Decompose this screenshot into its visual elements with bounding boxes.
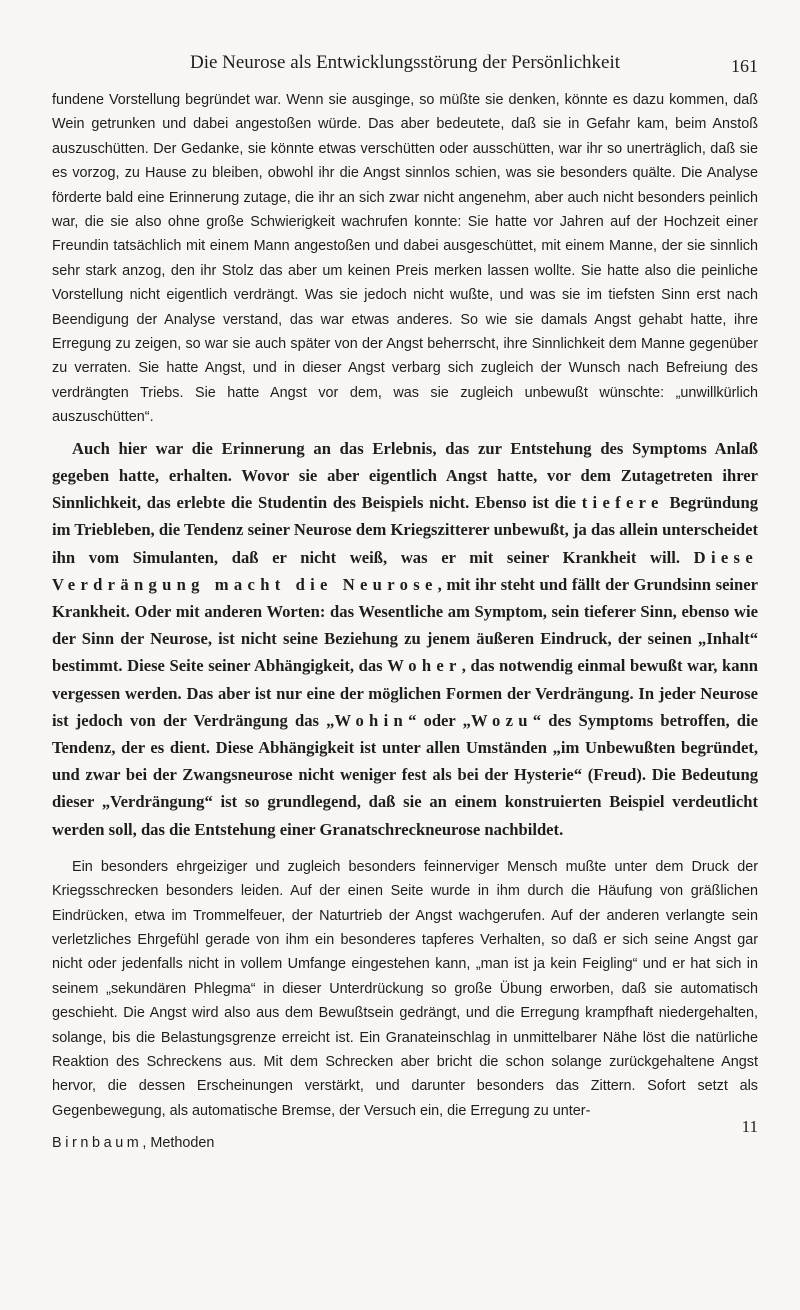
paragraph-2-text-2: Begründung im Triebleben, die Tendenz seiner Neurose dem Kriegszitterer unbewußt, ja das allein unterscheidet ihn vom Simulanten, daß er nicht weiß, was er mit seiner Krankheit will.: [52, 493, 758, 567]
running-title: Die Neurose als Entwicklungsstörung der Persönlichkeit: [189, 52, 621, 73]
emphasis-wozu: Wozu: [470, 710, 533, 730]
paragraph-2-text-1: Auch hier war die Erinnerung an das Erlebnis, das zur Entstehung des Symptoms Anlaß gegeben hatte, erhalten. Wovor sie aber eigentlich Angst hatte, vor dem Zutagetreten ihrer Sinnlichkeit, das erlebte die Studentin des Beispiels nicht. Ebenso ist die: [52, 438, 758, 513]
author-name: Birnbaum: [52, 1135, 143, 1152]
paragraph-1: fundene Vorstellung begründet war. Wenn sie ausginge, so müßte sie denken, könnte es dazu kommen, daß Wein getrunken und dabei angestoßen würde. Das aber bedeutete, daß sie in Gefahr kam, beim Anstoß auszuschütten. Der Gedanke, sie könnte etwas verschütten oder ausschütten, war ihr so unerträglich, daß sie es vorzog, zu Hause zu bleiben, obwohl ihr die Angst sinnlos schien, was sie besonders quälte. Die Analyse förderte bald eine Erinnerung zutage, die ihr an sich zwar nicht angenehm, aber auch nicht besonders peinlich war, die sie also ohne große Schwierigkeit wachrufen konnte: Sie hatte vor Jahren auf der Hochzeit einer Freundin tatsächlich mit einem Mann angestoßen und dabei ausgeschüttet, mit einem Manne, der sie sinnlich sehr stark anzog, den ihr Stolz das aber um keinen Preis merken lassen wollte. Sie hatte also die peinliche Vorstellung nicht eigentlich verdrängt. Was sie jedoch nicht wußte, und was sie im tiefsten Sinn erst nach Beendigung der Analyse verstand, das war etwas anderes. So wie sie damals Angst gehabt hatte, ihre Erregung zu zeigen, so war sie auch später von der Angst beherrscht, ihre Sinnlichkeit dem Manne gegenüber zu verraten. Sie hatte Angst, und in dieser Angst verbarg sich zugleich der Wunsch nach Befreiung des verdrängten Triebs. Sie hatte Angst vor dem, was sie zugleich unbewußt wünschte: „unwillkürlich auszuschütten“.: [52, 92, 758, 426]
paragraph-2-text-4: , das notwendig einmal bewußt war, kann vergessen werden. Das aber ist nur eine der möglichen Formen der Verdrängung. In jeder Neurose ist jedoch von der Verdrängung das „: [52, 656, 758, 730]
document-page: [52, 48, 758, 1153]
emphasis-tiefere: tiefere: [581, 493, 664, 513]
signature-mark: 11: [741, 1117, 758, 1137]
emphasis-verdraengung: Diese Verdrängung macht die Neurose: [52, 547, 758, 594]
emphasis-woher: Woher: [387, 656, 462, 676]
page-number: 161: [731, 56, 758, 76]
paragraph-2: [52, 435, 758, 843]
paragraph-3: Ein besonders ehrgeiziger und zugleich besonders feinnerviger Mensch mußte unter dem Druck der Kriegsschrecken besonders leiden. Auf der einen Seite wurde in ihm durch die Häufung von gräßlichen Eindrücken, etwa im Trommelfeuer, der Naturtrieb der Angst wachgerufen. Auf der anderen verlangte sein verletzliches Ehrgefühl gerade von ihm ein besonderes tapferes Verhalten, so daß er sich seine Angst gar nicht oder jedenfalls nicht in vollem Umfange eingestehen kann, „man ist ja kein Feigling“ und er hat sich in seinem „sekundären Phlegma“ in dieser Unterdrückung so große Übung erworben, daß sie automatisch geschieht. Die Angst wird also aus dem Bewußtsein gedrängt, und die Erregung krampfhaft niedergehalten, solange, bis die Belastungsgrenze erreicht ist. Ein Granateinschlag in unmittelbarer Nähe löst die natürliche Reaktion des Schreckens aus. Mit dem Schrecken aber bricht die schon solange zurückgehaltene Angst hervor, die dessen Erscheinungen verstärkt, und darunter besonders das Zittern. Sofort setzt als Gegenbewegung, als automatische Bremse, der Versuch ein, die Erregung zu unter-: [52, 858, 758, 1119]
emphasis-wohin: Wohin: [334, 710, 409, 730]
footer: [52, 1117, 758, 1153]
paragraph-2-text-3: , mit ihr steht und fällt der Grundsinn seiner Krankheit. Oder mit anderen Worten: das Wesentliche am Symptom, sein tieferer Sinn, ebenso wie der Sinn der Neurose, ist nicht seine Beziehung zu jenem äußeren Eindruck, der seinen „Inhalt“ bestimmt. Diese Seite seiner Abhängigkeit, das: [52, 574, 758, 676]
book-title: , Methoden: [142, 1135, 215, 1152]
paragraph-2-text-5: “ oder „: [408, 710, 471, 730]
running-head: [52, 48, 758, 88]
author-footer: [52, 1135, 214, 1151]
paragraph-2-text-6: “ des Symptoms betroffen, die Tendenz, der es dient. Diese Abhängigkeit ist unter allen Umständen „im Unbewußten begründet, und zwar bei der Zwangsneurose nicht weniger fest als bei der Hysterie“ (Freud). Die Bedeutung dieser „Verdrängung“ ist so grundlegend, daß sie an einem konstruierten Beispiel verdeutlicht werden soll, das die Entstehung einer Granatschreckneurose nachbildet.: [52, 710, 758, 839]
